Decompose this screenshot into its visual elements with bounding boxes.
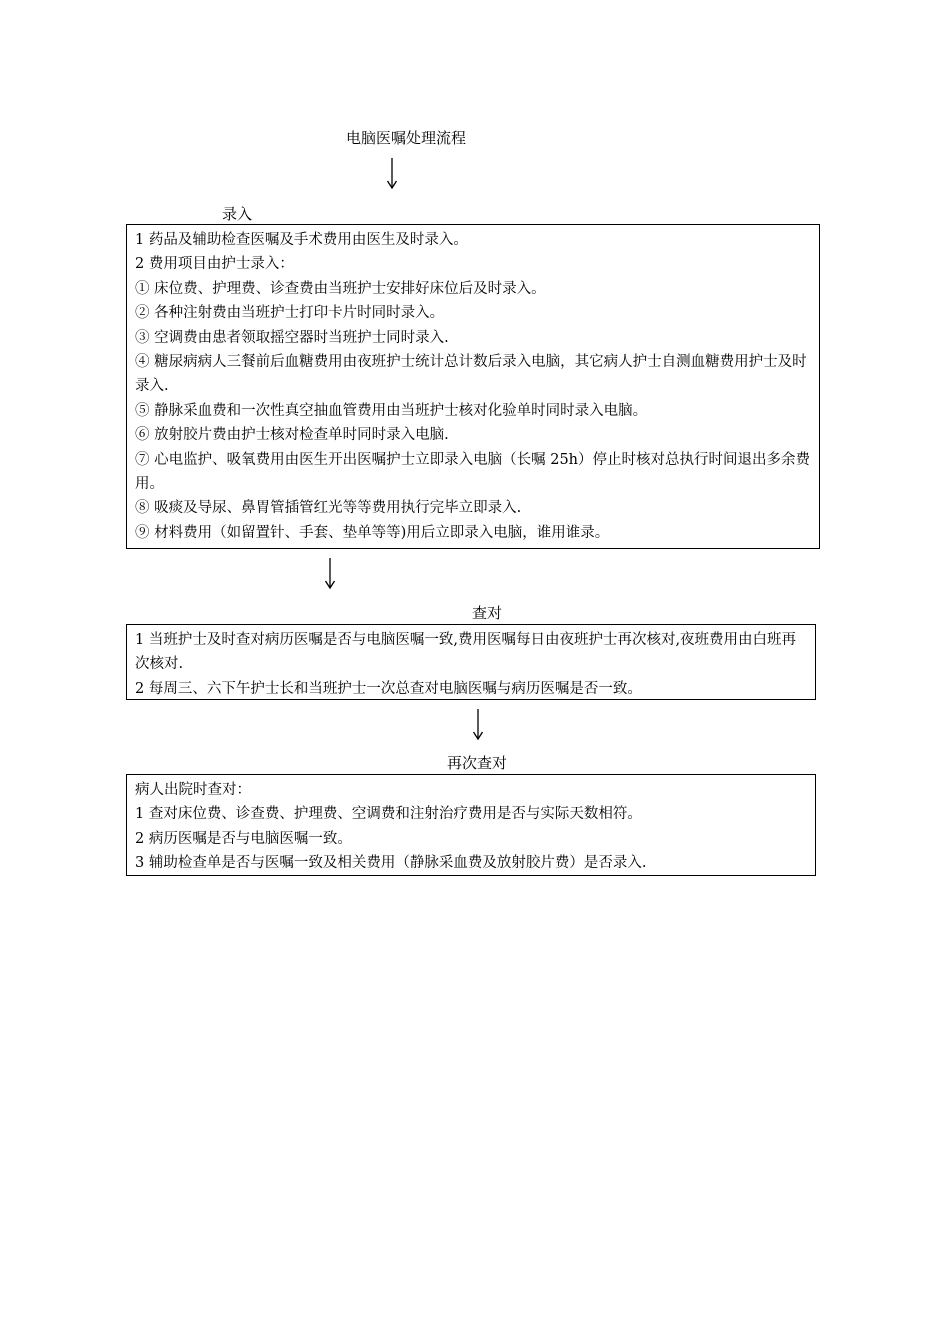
recheck-box	[126, 774, 816, 876]
recheck-line: 病人出院时查对：	[135, 782, 251, 798]
entry-line: ⑦ 心电监护、吸氧费用由医生开出医嘱护士立即录入电脑（长嘱 25h）停止时核对总执行时间退出多余费用。	[135, 451, 811, 493]
entry-line: ⑨ 材料费用（如留置针、手套、垫单等等)用后立即录入电脑，谁用谁录。	[135, 524, 610, 541]
down-arrow-icon	[472, 709, 484, 741]
check-box	[126, 624, 816, 700]
section-label-entry: 录入	[222, 205, 253, 223]
entry-line: 2 费用项目由护士录入：	[135, 256, 294, 273]
entry-line: ④ 糖尿病病人三餐前后血糖费用由夜班护士统计总计数后录入电脑，其它病人护士自测血糖费用护士及时录入.	[135, 354, 807, 395]
entry-line: ① 床位费、护理费、诊查费由当班护士安排好床位后及时录入。	[135, 280, 546, 297]
recheck-line: 3 辅助检查单是否与医嘱一致及相关费用（静脉采血费及放射胶片费）是否录入.	[135, 855, 647, 872]
check-line: 2 每周三、六下午护士长和当班护士一次总查对电脑医嘱与病历医嘱是否一致。	[135, 680, 642, 697]
recheck-line: 1 查对床位费、诊查费、护理费、空调费和注射治疗费用是否与实际天数相符。	[135, 806, 642, 823]
recheck-line: 2 病历医嘱是否与电脑医嘱一致。	[135, 830, 352, 847]
entry-line: ② 各种注射费由当班护士打印卡片时同时录入。	[135, 305, 445, 322]
down-arrow-icon	[386, 158, 398, 190]
section-label-recheck: 再次查对	[447, 754, 508, 772]
flowchart-title: 电脑医嘱处理流程	[346, 129, 467, 147]
check-line: 1 当班护士及时查对病历医嘱是否与电脑医嘱一致,费用医嘱每日由夜班护士再次核对,夜班费用由白班再次核对.	[135, 632, 797, 673]
entry-line: ⑤ 静脉采血费和一次性真空抽血管费用由当班护士核对化验单时同时录入电脑。	[135, 402, 648, 419]
entry-line: 1 药品及辅助检查医嘱及手术费用由医生及时录入。	[135, 232, 468, 248]
down-arrow-icon	[324, 558, 336, 590]
entry-box	[126, 224, 820, 549]
entry-line: ③ 空调费由患者领取摇空器时当班护士同时录入.	[135, 329, 449, 346]
entry-line: ⑧ 吸痰及导尿、鼻胃管插管红光等等费用执行完毕立即录入.	[135, 500, 522, 517]
section-label-check: 查对	[472, 604, 503, 622]
entry-line: ⑥ 放射胶片费由护士核对检查单时同时录入电脑.	[135, 427, 449, 444]
